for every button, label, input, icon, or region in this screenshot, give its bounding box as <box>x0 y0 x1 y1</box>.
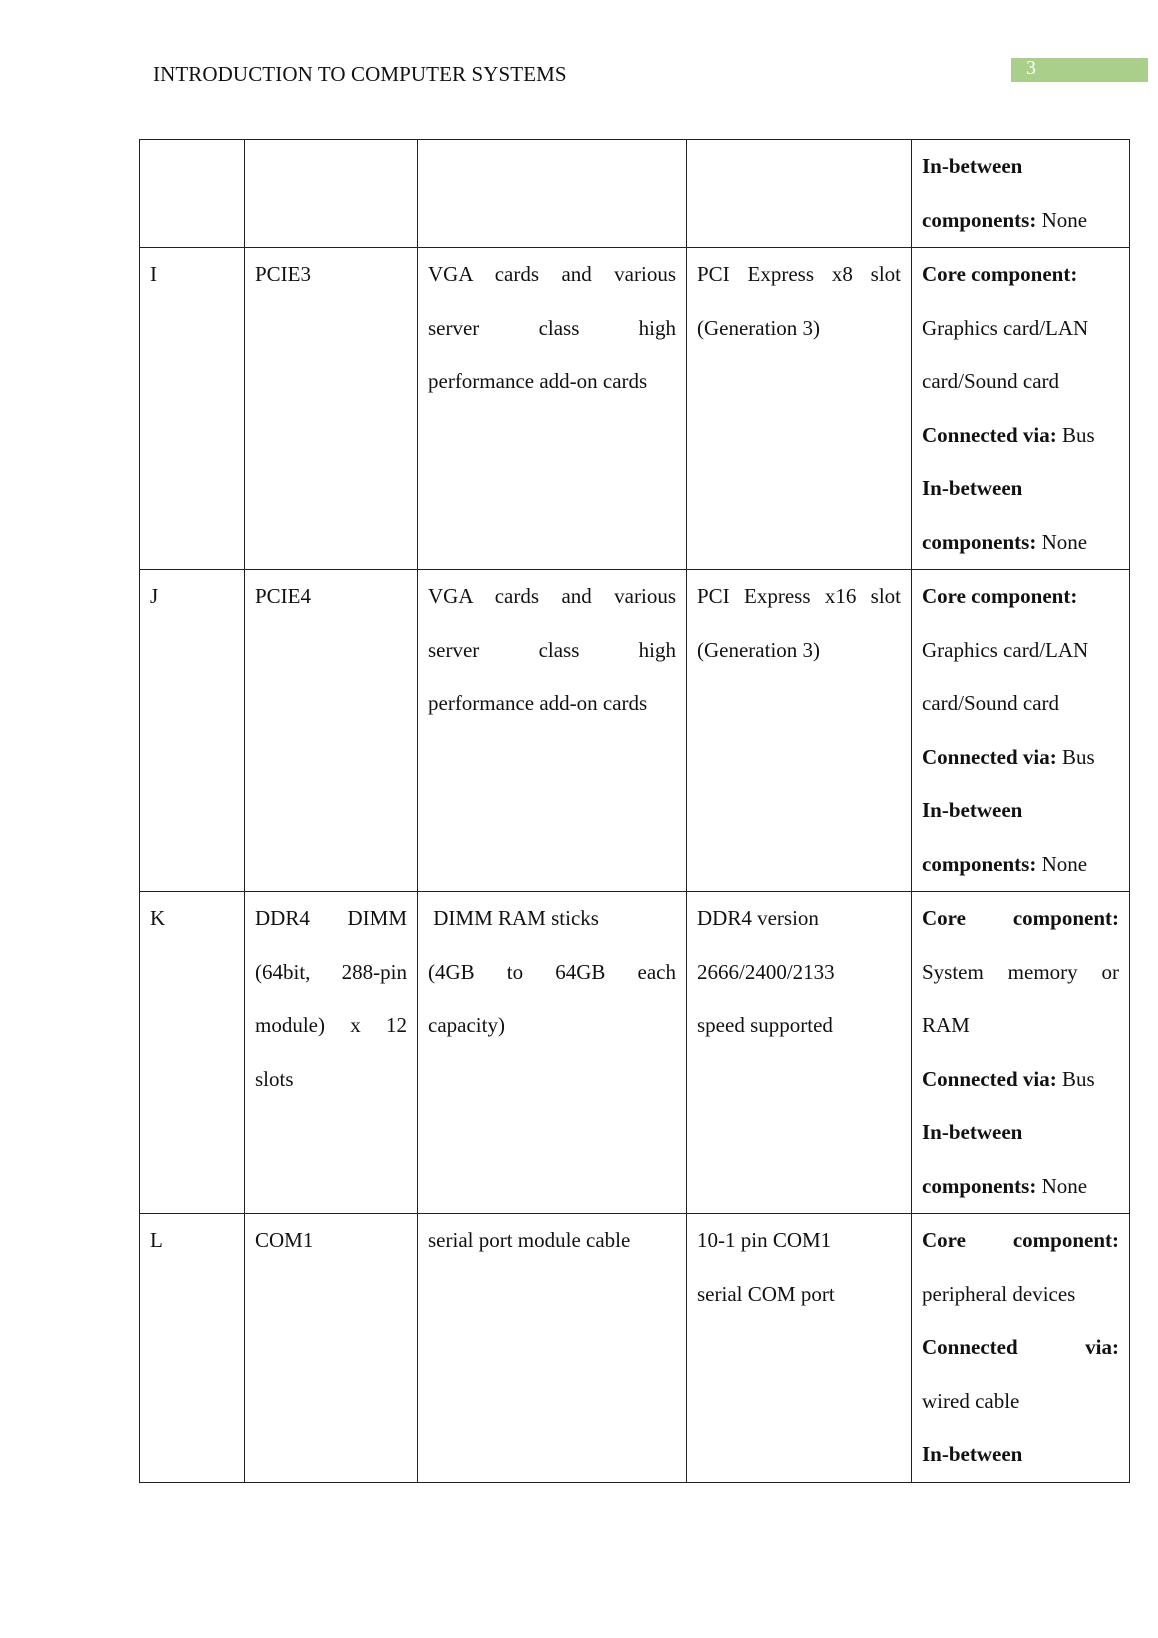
connected-via-label: Connected via: <box>922 422 1057 447</box>
page-number: 3 <box>1026 57 1036 79</box>
in-between-value: None <box>1036 1173 1088 1198</box>
table-row <box>140 570 1130 892</box>
components-label: components: <box>922 529 1037 554</box>
cell-spec <box>687 140 912 248</box>
cell-slot: COM1 <box>245 1214 418 1483</box>
cell-spec <box>687 248 912 570</box>
core-component-label: Core component: <box>922 262 1078 286</box>
cell-id: K <box>140 892 245 1214</box>
cell-details <box>912 248 1130 570</box>
cell-devices <box>418 140 687 248</box>
devices-line: server class high <box>428 637 676 662</box>
devices-line: VGA cards and various <box>428 584 676 608</box>
table-row <box>140 1214 1130 1483</box>
in-between-label: In-between <box>922 1442 1023 1466</box>
core-component-label: Core component: <box>922 584 1078 608</box>
cell-devices <box>418 892 687 1214</box>
spec-line: DDR4 version <box>697 906 819 930</box>
connected-via-label: Connected via: <box>922 744 1057 769</box>
cell-details <box>912 140 1130 248</box>
page-number-badge <box>1011 58 1148 82</box>
connected-via-value: Bus <box>1056 1066 1095 1091</box>
components-label: components: <box>922 1173 1037 1198</box>
spec-line: PCI Express x8 slot <box>697 262 901 286</box>
cell-id: L <box>140 1214 245 1483</box>
connected-via-value: wired cable <box>922 1388 1020 1413</box>
devices-line: DIMM RAM sticks <box>428 906 599 930</box>
core-component-value: Graphics card/LAN card/Sound card <box>922 315 1089 393</box>
cell-details <box>912 570 1130 892</box>
in-between-label: In-between <box>922 476 1023 500</box>
in-between-value: None <box>1036 207 1088 232</box>
connected-via-value: Bus <box>1056 422 1095 447</box>
spec-line: 10-1 pin COM1 <box>697 1228 832 1252</box>
connected-via-label: Connected via: <box>922 1335 1119 1359</box>
in-between-label: In-between <box>922 1120 1023 1144</box>
spec-line: (Generation 3) <box>697 637 821 662</box>
cell-details <box>912 892 1130 1214</box>
cell-slot <box>245 892 418 1214</box>
slot-line: module) x 12 <box>255 1013 407 1037</box>
spec-line: serial COM port <box>697 1281 835 1306</box>
cell-slot: PCIE3 <box>245 248 418 570</box>
core-component-value: Graphics card/LAN card/Sound card <box>922 637 1089 715</box>
cell-slot <box>245 140 418 248</box>
cell-id: I <box>140 248 245 570</box>
core-component-value: System memory or <box>922 959 1119 984</box>
cell-id <box>140 140 245 248</box>
devices-line: performance add-on cards <box>428 369 648 393</box>
in-between-value: None <box>1036 851 1088 876</box>
components-table <box>139 139 1130 1483</box>
connected-via-value: Bus <box>1056 744 1095 769</box>
devices-line: server class high <box>428 315 676 340</box>
slot-line: slots <box>255 1066 294 1091</box>
cell-devices <box>418 570 687 892</box>
table-row <box>140 892 1130 1214</box>
running-head: INTRODUCTION TO COMPUTER SYSTEMS <box>153 62 567 86</box>
cell-spec <box>687 570 912 892</box>
in-between-label: In-between <box>922 154 1023 178</box>
devices-line: VGA cards and various <box>428 262 676 286</box>
cell-devices: serial port module cable <box>418 1214 687 1483</box>
slot-line: (64bit, 288-pin <box>255 959 407 984</box>
cell-spec <box>687 892 912 1214</box>
cell-spec <box>687 1214 912 1483</box>
core-component-value: peripheral devices <box>922 1281 1076 1306</box>
core-component-label: Core component: <box>922 1228 1119 1252</box>
cell-devices <box>418 248 687 570</box>
slot-line: DDR4 DIMM <box>255 906 407 930</box>
cell-details <box>912 1214 1130 1483</box>
table-row <box>140 140 1130 248</box>
table-row <box>140 248 1130 570</box>
connected-via-label: Connected via: <box>922 1066 1057 1091</box>
spec-line: 2666/2400/2133 <box>697 959 835 984</box>
components-label: components: <box>922 851 1037 876</box>
spec-line: PCI Express x16 slot <box>697 584 901 608</box>
components-label: components: <box>922 207 1037 232</box>
cell-id: J <box>140 570 245 892</box>
spec-line: speed supported <box>697 1013 833 1037</box>
devices-line: (4GB to 64GB each <box>428 959 676 984</box>
spec-line: (Generation 3) <box>697 315 821 340</box>
core-component-value: RAM <box>922 1013 970 1037</box>
in-between-value: None <box>1036 529 1088 554</box>
in-between-label: In-between <box>922 798 1023 822</box>
devices-line: performance add-on cards <box>428 691 648 715</box>
cell-slot: PCIE4 <box>245 570 418 892</box>
devices-line: capacity) <box>428 1013 505 1037</box>
core-component-label: Core component: <box>922 906 1119 930</box>
